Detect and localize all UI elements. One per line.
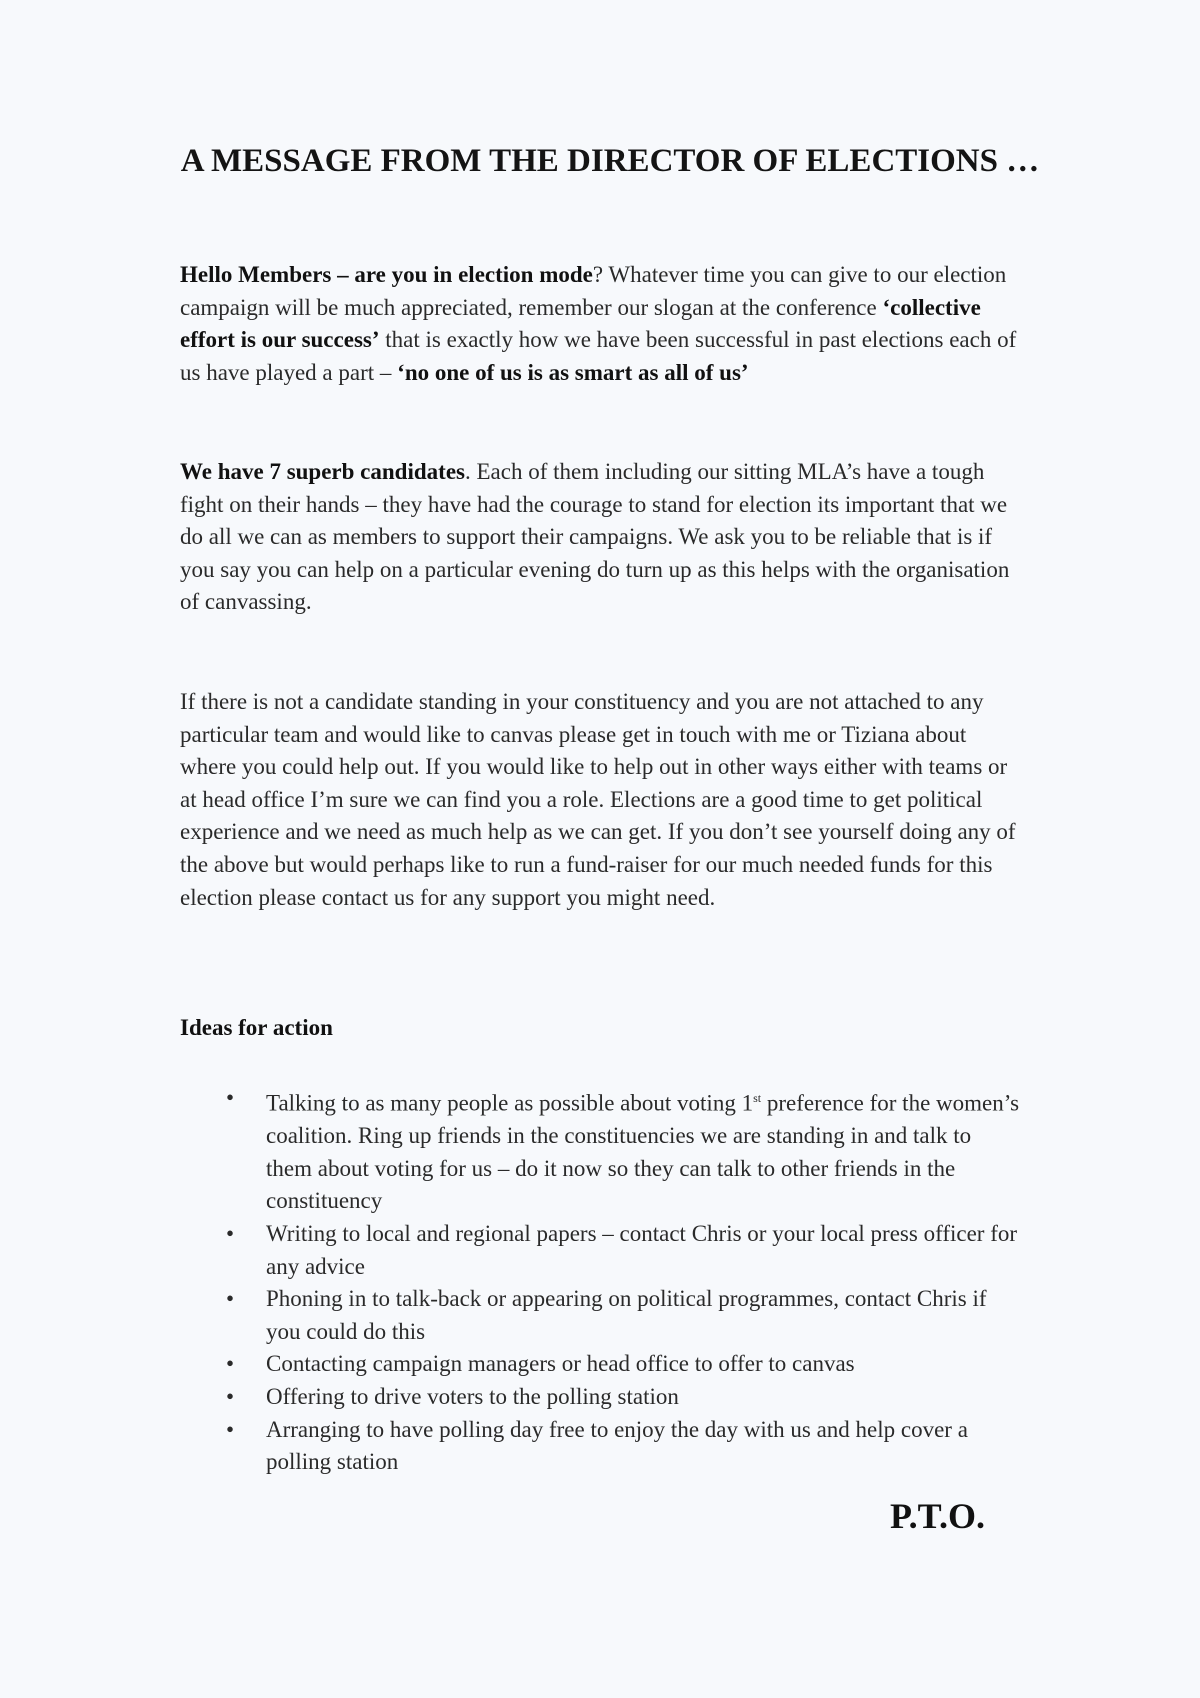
ideas-heading: Ideas for action — [180, 1015, 333, 1040]
please-turn-over: P.T.O. — [890, 1496, 986, 1536]
list-item-text: Offering to drive voters to the polling station — [266, 1384, 679, 1409]
motto: ‘no one of us is as smart as all of us’ — [397, 359, 749, 385]
list-item — [220, 1082, 1020, 1218]
bullet-icon: • — [226, 1221, 235, 1247]
intro-paragraph — [180, 259, 1020, 389]
list-item — [220, 1381, 1020, 1414]
list-item — [220, 1414, 1020, 1479]
list-item-text: Phoning in to talk-back or appearing on political programmes, contact Chris if you could do this — [266, 1286, 987, 1344]
bullet-icon: • — [226, 1416, 235, 1442]
candidates-bold: We have 7 superb candidates — [180, 459, 465, 484]
ideas-list — [220, 1082, 1020, 1479]
list-item-text-cont: preference for the women’s coalition. Ring up friends in the constituencies we are standing in and talk to them about voting for us – do it now so they can talk to other friends in the constituency — [266, 1090, 1020, 1214]
bullet-icon: • — [226, 1384, 235, 1409]
list-item-text: Writing to local and regional papers – contact Chris or your local press officer for any advice — [266, 1221, 1018, 1279]
slogan: ‘collective effort is our success’ — [180, 294, 981, 353]
list-item — [220, 1348, 1020, 1381]
intro-text-2: that is exactly how we have been successful in past elections each of us have played a part – — [180, 327, 1017, 385]
bullet-icon: • — [226, 1085, 235, 1110]
ordinal-suffix: st — [753, 1091, 762, 1105]
intro-text: ? Whatever time you can give to our election campaign will be much appreciated, remember our slogan at the conference — [180, 262, 1007, 320]
list-item-text: Talking to as many people as possible about voting 1 — [266, 1090, 754, 1116]
volunteer-paragraph: If there is not a candidate standing in your constituency and you are not attached to any particular team and would like to canvas please get in touch with me or Tiziana about where you could help out. If you would like to help out in other ways either with teams or at head office I’m sure we can find you a role. Elections are a good time to get political experience and we need as much help as we can get. If you don’t see yourself doing any of the above but would perhaps like to run a fund-raiser for our much needed funds for this election please contact us for any support you might need. — [180, 689, 1016, 910]
bullet-icon: • — [226, 1351, 235, 1377]
candidates-paragraph — [180, 456, 1020, 619]
bullet-icon: • — [226, 1286, 235, 1312]
intro-bold-greeting: Hello Members – are you in election mode — [180, 262, 593, 287]
list-item — [220, 1283, 1020, 1348]
list-item-text: Contacting campaign managers or head office to offer to canvas — [266, 1351, 855, 1377]
candidates-text: . Each of them including our sitting MLA’s have a tough fight on their hands – they have had the courage to stand for election its important that we do all we can as members to support their campaigns. We ask you to be reliable that is if you say you can help on a particular evening do turn up as this helps with the organisation of canvassing. — [180, 459, 1010, 615]
document-title: A MESSAGE FROM THE DIRECTOR OF ELECTIONS … — [180, 143, 1040, 179]
list-item — [220, 1218, 1020, 1283]
list-item-text: Arranging to have polling day free to enjoy the day with us and help cover a polling station — [266, 1416, 968, 1475]
